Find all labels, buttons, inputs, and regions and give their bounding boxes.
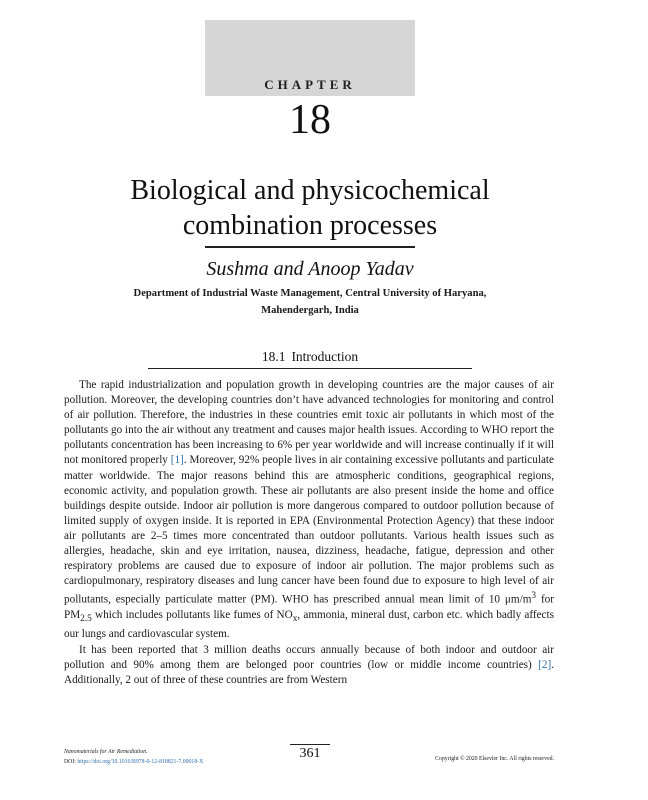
copyright-notice: Copyright © 2020 Elsevier Inc. All rights reserved.	[435, 756, 554, 762]
affiliation-line-1: Department of Industrial Waste Management, Central University of Haryana,	[133, 288, 487, 299]
doi-label: DOI:	[64, 759, 78, 765]
chapter-label: CHAPTER	[264, 77, 356, 92]
chapter-title	[60, 173, 560, 243]
affiliation-line-2: Mahendergarh, India	[261, 305, 359, 316]
text-run: which includes pollutants like fumes of NO	[91, 609, 293, 622]
body-text	[64, 378, 554, 688]
doi-link[interactable]: https://doi.org/10.1016/B978-0-12-818821-7.00018-X	[77, 759, 204, 765]
authors: Sushma and Anoop Yadav	[206, 258, 414, 280]
journal-name: Nanomaterials for Air Remediation.	[64, 749, 148, 755]
footer-citation	[64, 747, 264, 767]
superscript: 3	[531, 591, 537, 602]
subscript: x	[292, 614, 298, 625]
text-run: It has been reported that 3 million deaths occurs annually because of both indoor and outdoor air pollution and 90% among them are belonged poor countries (low or middle income countries)	[64, 643, 554, 671]
page-number: 361	[299, 746, 321, 761]
paragraph-2	[64, 643, 554, 688]
citation-link-1[interactable]: [1]	[170, 454, 184, 467]
chapter-title-line-1: Biological and physicochemical	[130, 175, 490, 206]
paragraph-1	[64, 378, 554, 643]
section-divider	[148, 368, 472, 369]
text-run: . Additionally, 2 out of three of these countries are from Western	[64, 658, 554, 686]
text-run: . Moreover, 92% people lives in air containing excessive pollutants and particulate matter worldwide. The major reasons behind this are atmospheric conditions, geographical regions, economic activity, and population growth. These air pollutants are also present inside the home and office buildings despite outside. Indoor air pollution is more dangerous compared to outdoor pollution because of limited supply of oxygen inside. It is reported in EPA (Environmental Protection Agency) that these indoor air pollutants are 2–5 times more concentrated than outdoor pollutants. Various health issues such as allergies, headache, skin and eye irritation, nausea, dizziness, headache, fatigue, depression and other respiratory problems are caused due to exposure of indoor air pollution. The major problems such as cardiopulmonary, respiratory diseases and lung cancer have been found due to exposure to high level of air pollutants, especially particulate matter (PM). WHO has prescribed annual mean limit of 10 μm/m	[64, 454, 554, 607]
subscript: 2.5	[80, 614, 92, 625]
text-run: The rapid industrialization and population growth in developing countries are the major causes of air pollution. Moreover, the developing countries don’t have advanced technologies for monitoring and control of air pollution. Therefore, the industries in these countries emit toxic air pollutants in which most of the pollutants go into the air without any treatment and causes major health issues. According to WHO report the pollutants concentration has been increasing to 6% per year worldwide and will increase continually if it will not monitored properly	[64, 379, 554, 467]
chapter-title-line-2: combination processes	[182, 210, 438, 241]
section-number: 18.1	[261, 349, 286, 364]
section-title: Introduction	[291, 349, 359, 364]
chapter-number: 18	[289, 97, 331, 143]
citation-link-2[interactable]: [2]	[538, 658, 552, 671]
title-divider	[205, 246, 415, 248]
text-run: for PM	[64, 594, 554, 622]
section-heading	[148, 348, 472, 366]
affiliation	[90, 285, 530, 319]
text-run: , ammonia, mineral dust, carbon etc. which badly affects our lungs and cardiovascular system.	[64, 609, 554, 641]
